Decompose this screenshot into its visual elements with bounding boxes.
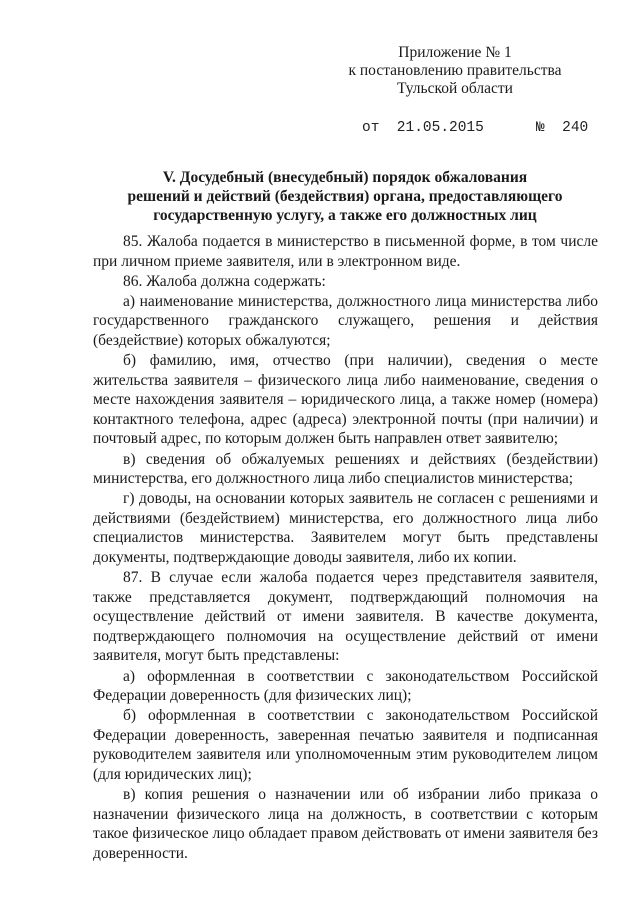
paragraph-87: 87. В случае если жалоба подается через представителя заявителя, также представляется документ, подтверждающий полномочия на осуществление действий от имени заявителя. В качестве документа, подтверждающего полномочия на осуществление действий от имени заявителя, могут быть представлены:	[93, 569, 598, 665]
section-title-line-2: решений и действий (бездействия) органа, предоставляющего	[127, 188, 563, 205]
section-title-line-1: V. Досудебный (внесудебный) порядок обжалования	[162, 169, 528, 186]
document-body	[93, 232, 598, 864]
paragraph-86-a: а) наименование министерства, должностного лица министерства либо государственного гражданского служащего, решения и действия (бездействие) которых обжалуются;	[93, 292, 598, 349]
paragraph-86: 86. Жалоба должна содержать:	[123, 272, 326, 290]
section-title-line-3: государственную услугу, а также его должностных лиц	[153, 207, 537, 224]
appendix-header	[330, 44, 580, 98]
appendix-number: Приложение № 1	[398, 44, 512, 61]
paragraph-86-b: б) фамилию, имя, отчество (при наличии), сведения о месте жительства заявителя – физического лица либо наименование, сведения о месте нахождения заявителя – юридического лица, а также номер (номера) контактного телефона, адрес (адреса) электронной почты (при наличии) и почтовый адрес, по которым должен быть направлен ответ заявителю;	[93, 352, 598, 448]
paragraph-87-a: а) оформленная в соответствии с законодательством Российской Федерации доверенность (для физических лиц);	[93, 667, 598, 705]
decree-date-number: от 21.05.2015 № 240	[362, 120, 589, 136]
section-title	[120, 168, 570, 225]
paragraph-87-v: в) копия решения о назначении или об избрании либо приказа о назначении физического лица на должность, в соответствии с которым такое физическое лицо обладает правом действовать от имени заявителя без доверенности.	[93, 786, 598, 862]
appendix-region: Тульской области	[397, 80, 513, 97]
paragraph-87-b: б) оформленная в соответствии с законодательством Российской Федерации доверенность, заверенная печатью заявителя и подписанная руководителем заявителя или уполномоченным этим руководителем лицом (для юридических лиц);	[93, 707, 598, 784]
paragraph-86-v: в) сведения об обжалуемых решениях и действиях (бездействии) министерства, его должностного лица либо специалистов министерства;	[93, 450, 598, 488]
paragraph-85: 85. Жалоба подается в министерство в письменной форме, в том числе при личном приеме заявителя, или в электронном виде.	[93, 233, 598, 270]
appendix-decree-ref: к постановлению правительства	[348, 62, 562, 79]
paragraph-86-g: г) доводы, на основании которых заявитель не согласен с решениями и действиями (бездействием) министерства, его должностного лица либо специалистов министерства. Заявителем могут быть представлены документы, подтверждающие доводы заявителя, либо их копии.	[93, 490, 598, 566]
